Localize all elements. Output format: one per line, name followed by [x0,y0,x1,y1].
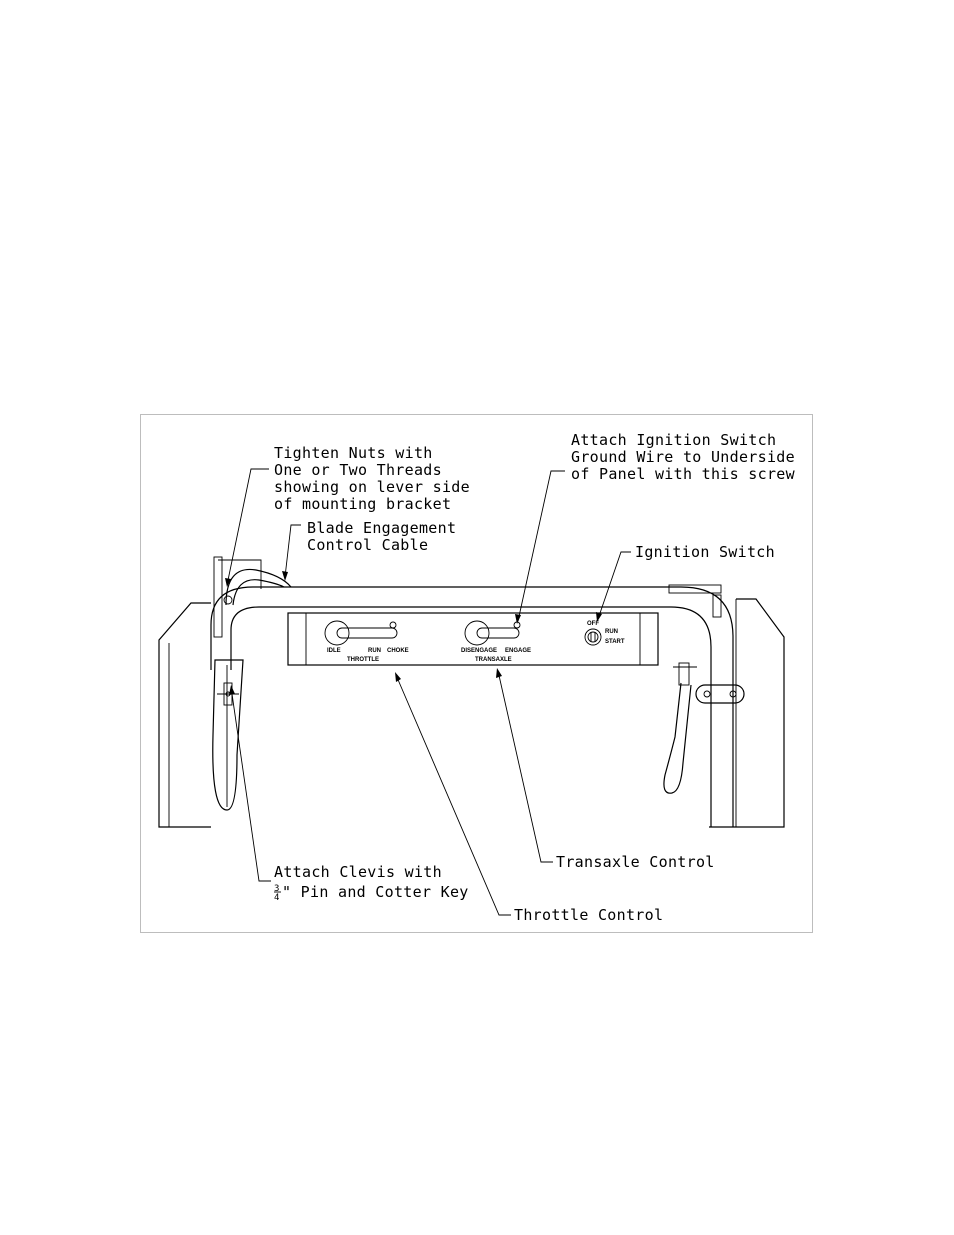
ignition-switch [585,629,601,645]
handle-bar-outer [211,587,733,827]
label-blade-cable-2: Control Cable [307,536,429,554]
leader-tighten-nuts [227,469,269,585]
adjust-nut [224,596,232,604]
handle-bar-inner [231,607,711,827]
label-ignition-ground-3: of Panel with this screw [571,465,795,483]
label-blade-cable-1: Blade Engagement [307,519,457,537]
transaxle-engage-label: ENGAGE [505,648,532,654]
blade-cable-inner [233,580,284,605]
throttle-choke-label: CHOKE [387,648,409,654]
throttle-slot [337,628,397,638]
throttle-idle-label: IDLE [327,648,341,654]
bracket-arm [218,560,261,589]
label-tighten-nuts-3: showing on lever side [274,478,470,496]
leader-attach-clevis [231,687,271,881]
throttle-title: THROTTLE [347,657,379,663]
dash-panel [288,613,658,665]
label-throttle-control: Throttle Control [514,906,664,924]
control-panel-diagram [141,415,814,934]
blade-lever [213,660,243,810]
leader-blade-cable [285,525,301,577]
ignition-run-label: RUN [605,629,618,635]
label-tighten-nuts-1: Tighten Nuts with [274,444,433,462]
label-ignition-switch: Ignition Switch [635,543,775,561]
transaxle-disengage-label: DISENGAGE [461,648,498,654]
ignition-off-label: OFF [587,621,599,627]
label-tighten-nuts-2: One or Two Threads [274,461,442,479]
leader-ignition-switch [598,552,631,619]
throttle-choke-mark [390,622,396,628]
diagram-frame [140,414,813,933]
label-ignition-ground-1: Attach Ignition Switch [571,431,777,449]
label-attach-clevis-fraction-den: 4 [274,893,280,903]
right-mount-bracket [713,595,721,617]
lever-link-hole-1 [704,691,710,697]
right-housing [709,599,784,827]
lever-link [696,685,744,703]
label-ignition-ground-2: Ground Wire to Underside [571,448,795,466]
label-attach-clevis-1: Attach Clevis with [274,863,442,881]
transaxle-title: TRANSAXLE [475,657,512,663]
label-tighten-nuts-4: of mounting bracket [274,495,452,513]
ignition-start-label: START [605,639,625,645]
leader-ignition-ground [518,471,565,621]
lever-pivot [679,663,689,685]
transaxle-lever [664,683,691,793]
throttle-run-label: RUN [368,648,381,654]
transaxle-slot [477,628,519,638]
label-attach-clevis-2: " Pin and Cotter Key [282,883,469,901]
left-housing [159,603,211,827]
right-mount-plate [669,585,721,593]
leader-transaxle [498,671,553,862]
label-attach-clevis-fraction-num: 3 [274,884,280,894]
label-transaxle-control: Transaxle Control [556,853,715,871]
